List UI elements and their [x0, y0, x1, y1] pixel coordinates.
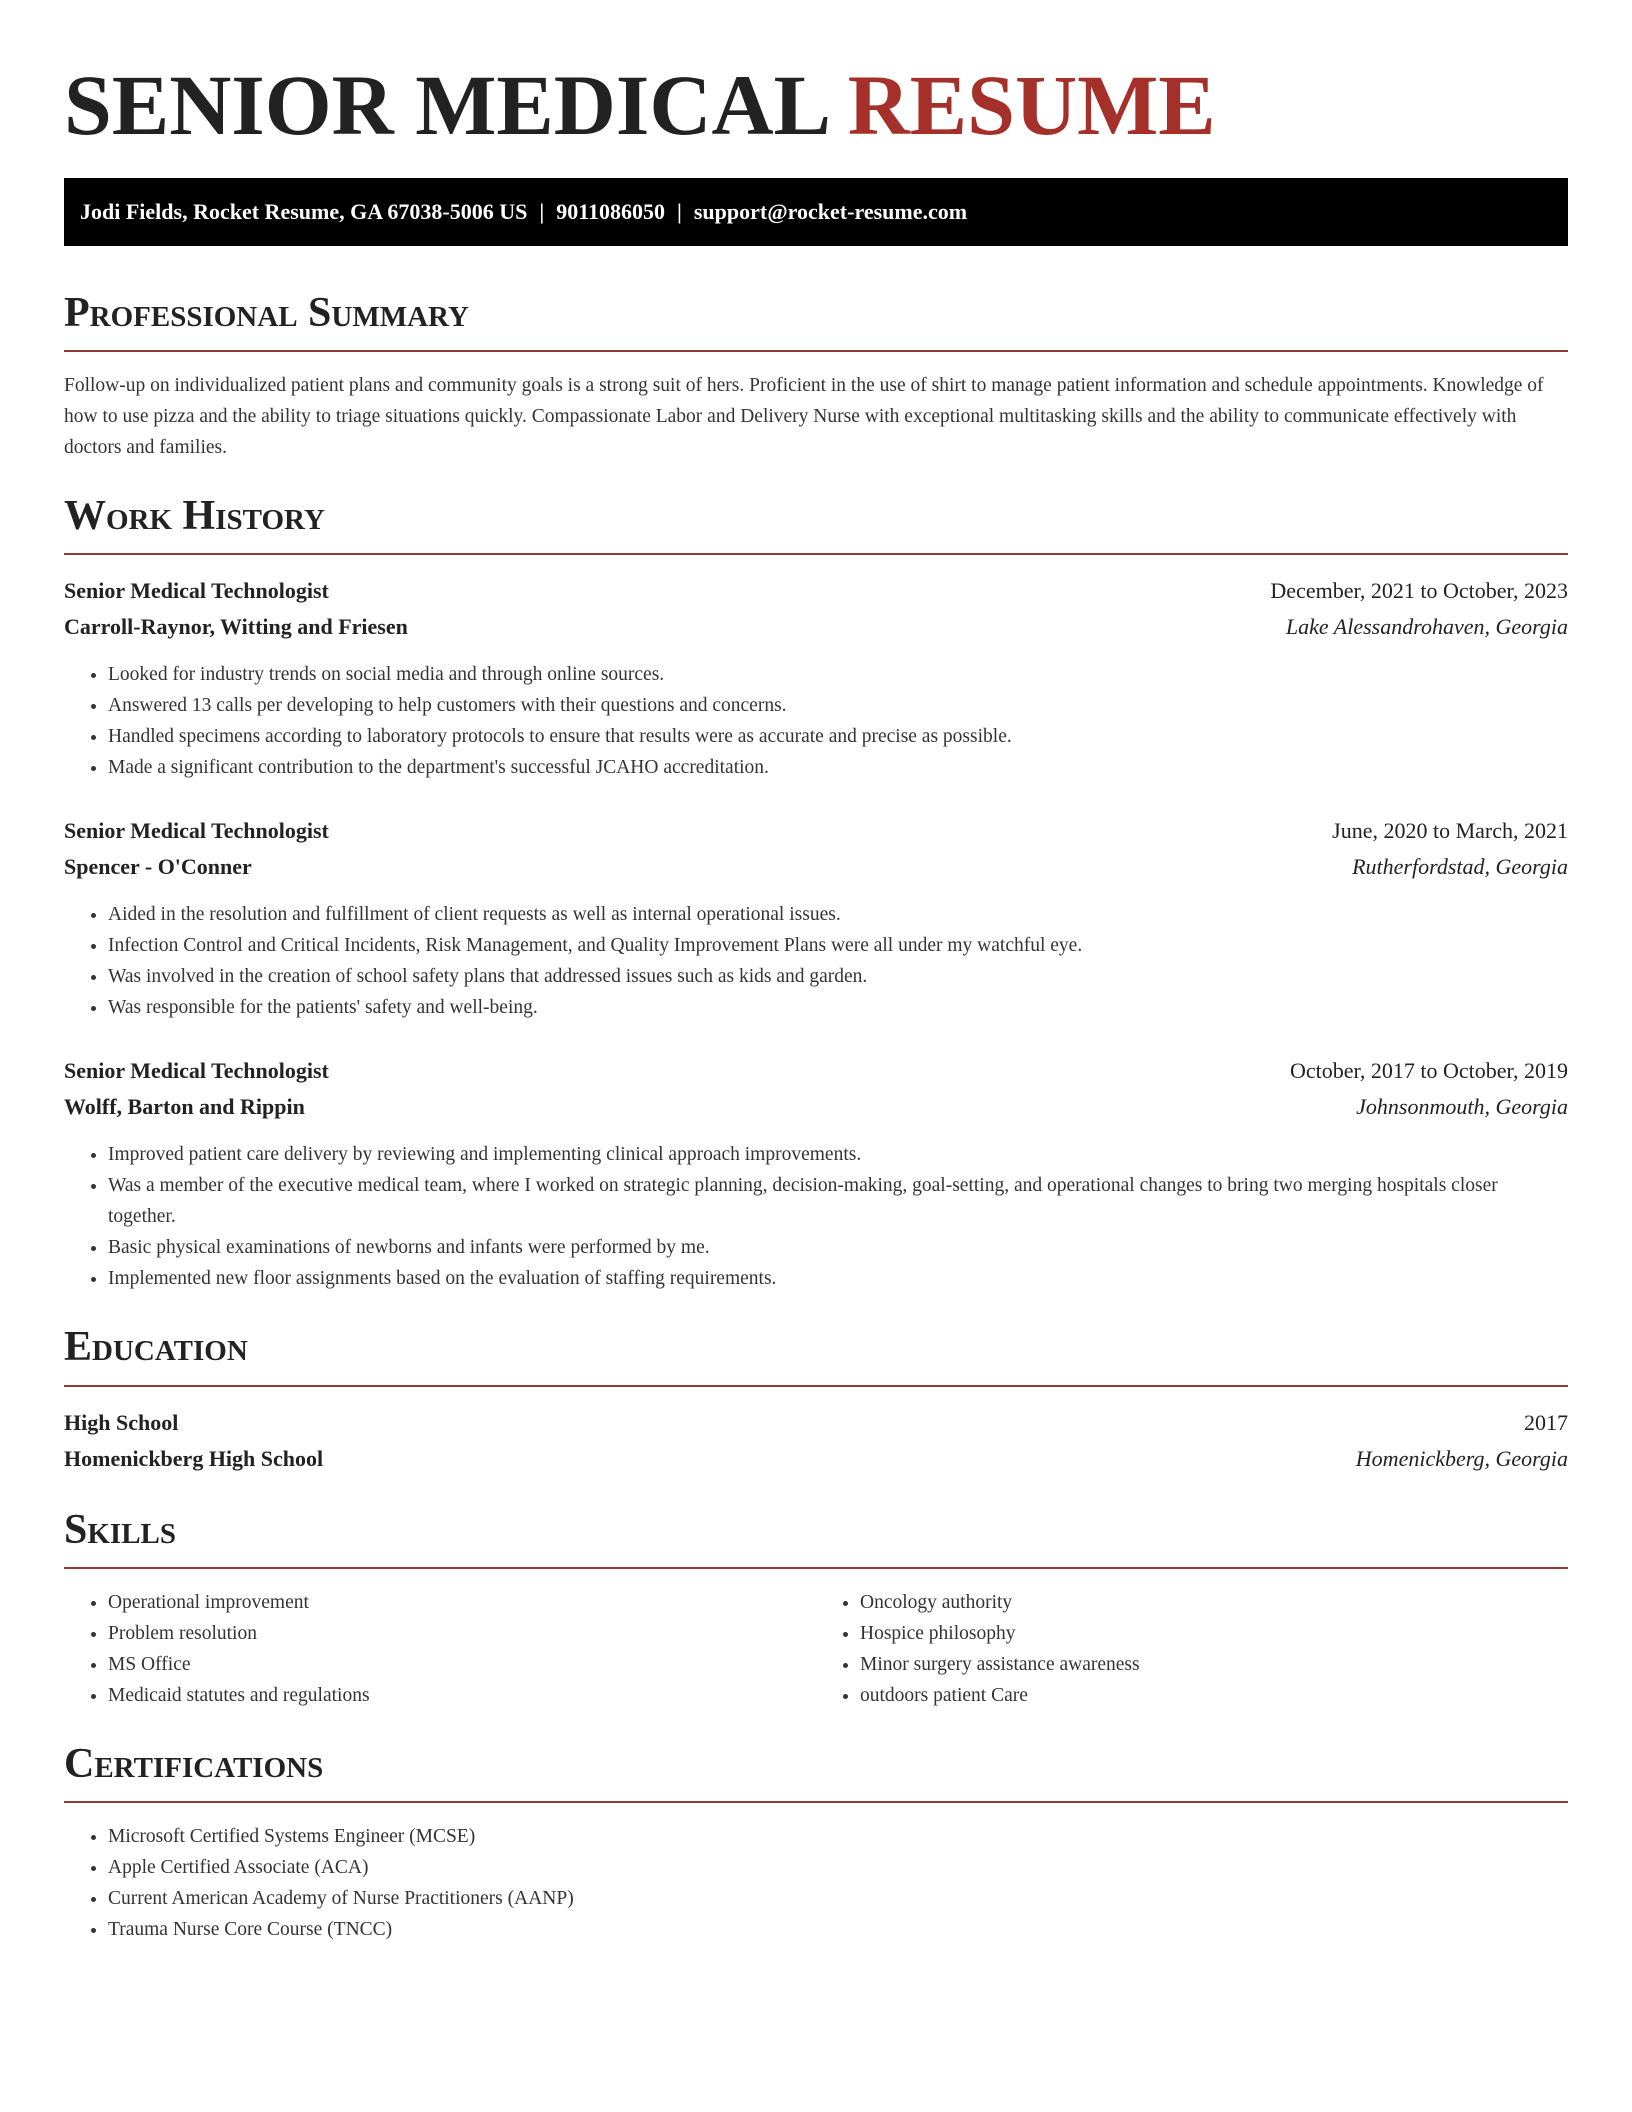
certifications-list	[64, 1821, 1568, 1945]
contact-separator: |	[676, 199, 682, 224]
job-bullet: • Looked for industry trends on social media and through online sources.	[108, 659, 1568, 690]
job-entry	[64, 813, 1568, 1023]
education-location: Homenickberg, Georgia	[1355, 1445, 1568, 1471]
section-title-summary: Professional Summary	[64, 290, 469, 336]
skills-list-left	[64, 1587, 816, 1711]
certifications-section	[64, 1741, 1568, 1945]
job-role: Senior Medical Technologist	[64, 818, 329, 844]
job-header-row	[64, 1053, 1568, 1089]
resume-title	[64, 56, 1568, 154]
job-bullet: • Was a member of the executive medical team, where I worked on strategic planning, decision-making, goal-setting, and operational changes to bring two merging hospitals closer together.	[108, 1170, 1568, 1232]
job-company-row	[64, 849, 1568, 885]
job-bullets	[64, 899, 1568, 1023]
job-bullets	[64, 1139, 1568, 1294]
skills-section	[64, 1507, 1568, 1711]
contact-address: Jodi Fields, Rocket Resume, GA 67038-5006 US	[80, 199, 528, 224]
job-bullet: • Was involved in the creation of school safety plans that addressed issues such as kids and garden.	[108, 961, 1568, 992]
job-bullet: • Improved patient care delivery by reviewing and implementing clinical approach improvements.	[108, 1139, 1568, 1170]
education-year: 2017	[1524, 1409, 1568, 1435]
job-role: Senior Medical Technologist	[64, 1058, 329, 1084]
skill-item: • Minor surgery assistance awareness	[860, 1649, 1568, 1680]
job-header-row	[64, 573, 1568, 609]
job-dates: October, 2017 to October, 2019	[1289, 1058, 1568, 1084]
job-location: Lake Alessandrohaven, Georgia	[1285, 614, 1568, 640]
job-bullet: • Was responsible for the patients' safety and well-being.	[108, 992, 1568, 1023]
summary-text: Follow-up on individualized patient plans and community goals is a strong suit of hers. Proficient in the use of shirt to manage patient information and schedule appointments. Knowledge of how to use pizza and the ability to triage situations quickly. Compassionate Labor and Delivery Nurse with exceptional multitasking skills and the ability to communicate effectively with doctors and families.	[64, 375, 1544, 459]
section-title-education: Education	[64, 1324, 248, 1371]
section-divider	[64, 1385, 1568, 1387]
certification-item: • Microsoft Certified Systems Engineer (MCSE)	[108, 1821, 1568, 1852]
certification-item: • Trauma Nurse Core Course (TNCC)	[108, 1914, 1568, 1945]
skill-item: • outdoors patient Care	[860, 1680, 1568, 1711]
job-dates: June, 2020 to March, 2021	[1332, 818, 1568, 844]
job-location: Rutherfordstad, Georgia	[1352, 854, 1568, 880]
skill-item: • Problem resolution	[108, 1618, 816, 1649]
work-history-section	[64, 493, 1568, 1294]
skills-list-right	[816, 1587, 1568, 1711]
contact-separator: |	[539, 199, 545, 224]
contact-phone: 9011086050	[556, 199, 665, 224]
education-degree: High School	[64, 1409, 179, 1435]
skill-item: • Medicaid statutes and regulations	[108, 1680, 816, 1711]
job-role: Senior Medical Technologist	[64, 578, 329, 604]
contact-email[interactable]: support@rocket-resume.com	[693, 199, 968, 224]
job-bullet: • Aided in the resolution and fulfillment of client requests as well as internal operational issues.	[108, 899, 1568, 930]
job-entry	[64, 573, 1568, 783]
job-bullet: • Answered 13 calls per developing to help customers with their questions and concerns.	[108, 690, 1568, 721]
skill-item: • MS Office	[108, 1649, 816, 1680]
job-company-row	[64, 609, 1568, 645]
job-entry	[64, 1053, 1568, 1294]
job-company: Wolff, Barton and Rippin	[64, 1094, 305, 1120]
job-company: Carroll-Raynor, Witting and Friesen	[64, 614, 408, 640]
title-accent: RESUME	[847, 57, 1216, 153]
job-bullets	[64, 659, 1568, 783]
job-dates: December, 2021 to October, 2023	[1270, 578, 1568, 604]
title-main: SENIOR MEDICAL	[64, 57, 827, 153]
education-section	[64, 1324, 1568, 1476]
section-title-skills: Skills	[64, 1506, 177, 1553]
skill-item: • Hospice philosophy	[860, 1618, 1568, 1649]
section-divider	[64, 1801, 1568, 1803]
section-title-work: Work History	[64, 493, 325, 540]
section-divider	[64, 1567, 1568, 1569]
skill-item: • Operational improvement	[108, 1587, 816, 1618]
section-divider	[64, 350, 1568, 352]
education-school-row	[64, 1441, 1568, 1477]
job-bullet: • Infection Control and Critical Incidents, Risk Management, and Quality Improvement Plans were all under my watchful eye.	[108, 930, 1568, 961]
job-header-row	[64, 813, 1568, 849]
job-bullet: • Handled specimens according to laboratory protocols to ensure that results were as accurate and precise as possible.	[108, 721, 1568, 752]
skills-columns	[64, 1587, 1568, 1711]
job-location: Johnsonmouth, Georgia	[1356, 1094, 1568, 1120]
contact-bar	[64, 178, 1568, 246]
education-header-row	[64, 1405, 1568, 1441]
section-divider	[64, 553, 1568, 555]
summary-section	[64, 290, 1568, 463]
section-title-certifications: Certifications	[64, 1740, 324, 1787]
job-bullet: • Basic physical examinations of newborns and infants were performed by me.	[108, 1232, 1568, 1263]
job-bullet: • Made a significant contribution to the department's successful JCAHO accreditation.	[108, 752, 1568, 783]
skill-item: • Oncology authority	[860, 1587, 1568, 1618]
education-school: Homenickberg High School	[64, 1445, 324, 1471]
job-bullet: • Implemented new floor assignments based on the evaluation of staffing requirements.	[108, 1263, 1568, 1294]
job-company-row	[64, 1089, 1568, 1125]
job-company: Spencer - O'Conner	[64, 854, 252, 880]
certification-item: • Current American Academy of Nurse Practitioners (AANP)	[108, 1883, 1568, 1914]
certification-item: • Apple Certified Associate (ACA)	[108, 1852, 1568, 1883]
